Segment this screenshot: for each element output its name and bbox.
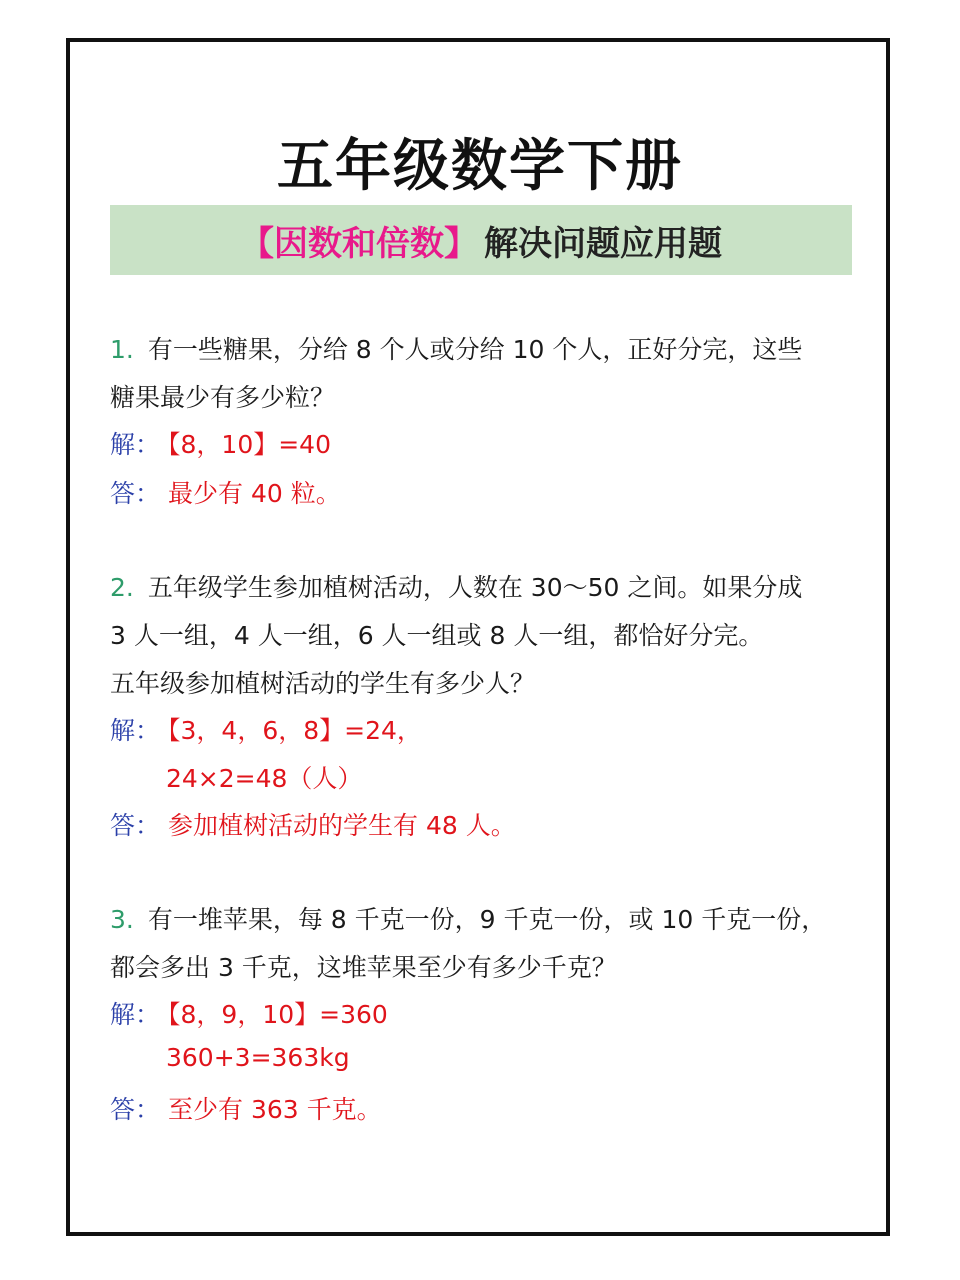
problem-3-number: 3. <box>110 905 134 934</box>
banner-topic: 【因数和倍数】 <box>240 223 478 264</box>
problem-3-question-line-1: 3. 有一堆苹果，每 8 千克一份，9 千克一份，或 10 千克一份， <box>110 905 827 934</box>
problem-1-solution: 解： 【8，10】=40 <box>110 430 331 459</box>
solve-label: 解： <box>110 716 161 745</box>
problem-2-number: 2. <box>110 573 134 602</box>
problem-2-question-line-3: 五年级参加植树活动的学生有多少人？ <box>110 669 536 698</box>
section-banner <box>110 205 852 275</box>
problem-3-question-line-2: 都会多出 3 千克，这堆苹果至少有多少千克？ <box>110 953 617 982</box>
problem-2-question-line-1: 2. 五年级学生参加植树活动，人数在 30～50 之间。如果分成 <box>110 573 803 602</box>
answer-label: 答： <box>110 479 161 508</box>
answer-label: 答： <box>110 1095 161 1124</box>
problem-2-question-line-2: 3 人一组，4 人一组，6 人一组或 8 人一组，都恰好分完。 <box>110 621 764 650</box>
problem-3-solution: 解： 【8，9，10】=360 <box>110 1000 388 1029</box>
problem-1-answer: 答： 最少有 40 粒。 <box>110 479 341 508</box>
solve-label: 解： <box>110 1000 161 1029</box>
problem-3-solution-line-2: 360+3=363kg <box>166 1043 350 1072</box>
answer-label: 答： <box>110 811 161 840</box>
problem-2-solution-line-2: 24×2=48（人） <box>166 764 363 793</box>
banner-subtitle: 解决问题应用题 <box>484 223 722 264</box>
page-title: 五年级数学下册 <box>277 134 683 199</box>
problem-2-solution: 解： 【3，4，6，8】=24， <box>110 716 422 745</box>
solve-label: 解： <box>110 430 161 459</box>
problem-1-number: 1. <box>110 335 134 364</box>
problem-2-answer: 答： 参加植树活动的学生有 48 人。 <box>110 811 516 840</box>
problem-1-question-line-2: 糖果最少有多少粒？ <box>110 383 336 412</box>
problem-3-answer: 答： 至少有 363 千克。 <box>110 1095 382 1124</box>
problem-1-question-line-1: 1. 有一些糖果，分给 8 个人或分给 10 个人，正好分完，这些 <box>110 335 803 364</box>
